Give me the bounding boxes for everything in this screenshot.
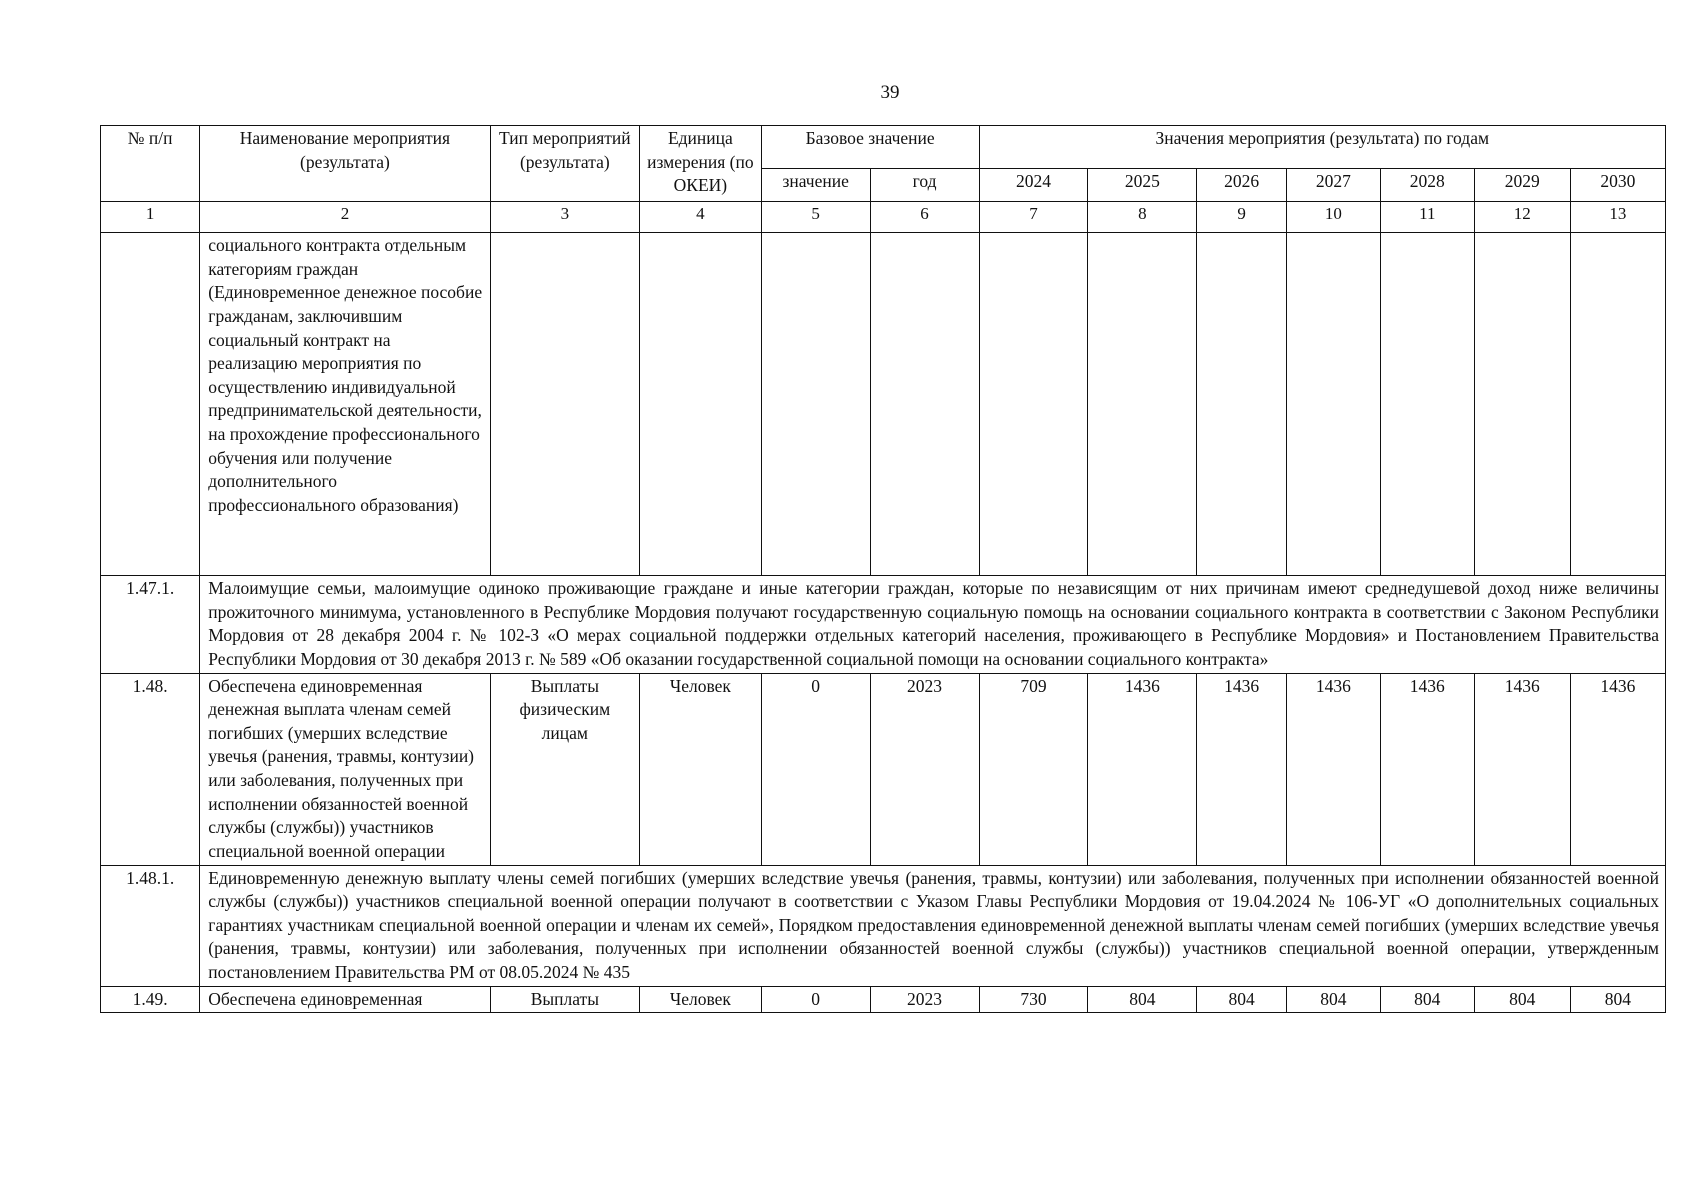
row-base-value: 0 xyxy=(761,986,870,1013)
column-number: 10 xyxy=(1286,202,1380,233)
row-no: 1.48. xyxy=(101,673,200,865)
row-name: Обеспечена единовременная денежная выплата членам семей погибших (умерших вследствие увечья (ранения, травмы, контузии) или заболевания, полученных при исполнении обязанностей военной службы (службы)) участников специальной военной операции xyxy=(200,673,490,865)
column-number: 13 xyxy=(1570,202,1665,233)
header-year-2026: 2026 xyxy=(1197,169,1287,202)
row-value xyxy=(979,233,1088,576)
row-unit xyxy=(640,233,762,576)
column-number: 9 xyxy=(1197,202,1287,233)
row-type: Выплаты xyxy=(490,986,639,1013)
header-type: Тип мероприятий (результата) xyxy=(490,126,639,202)
row-value xyxy=(1570,233,1665,576)
indicators-table xyxy=(100,125,1666,1013)
row-value: 1436 xyxy=(1380,673,1474,865)
row-value: 730 xyxy=(979,986,1088,1013)
row-value: 1436 xyxy=(1570,673,1665,865)
header-year-2027: 2027 xyxy=(1286,169,1380,202)
row-value: 1436 xyxy=(1286,673,1380,865)
row-value: 804 xyxy=(1380,986,1474,1013)
header-name: Наименование мероприятия (результата) xyxy=(200,126,490,202)
row-value: 804 xyxy=(1197,986,1287,1013)
row-value xyxy=(1197,233,1287,576)
row-name: социального контракта отдельным категориям граждан (Единовременное денежное пособие гражданам, заключившим социальный контракт на реализацию мероприятия по осуществлению индивидуальной предпринимательской деятельности, на прохождение профессионального обучения или получение дополнительного профессионального образования) xyxy=(200,233,490,576)
column-number: 11 xyxy=(1380,202,1474,233)
header-base-year: год xyxy=(870,169,979,202)
header-unit: Единица измерения (по ОКЕИ) xyxy=(640,126,762,202)
row-value: 1436 xyxy=(1088,673,1197,865)
row-unit: Человек xyxy=(640,986,762,1013)
page-number: 39 xyxy=(880,82,900,103)
row-value: 804 xyxy=(1088,986,1197,1013)
row-note: Малоимущие семьи, малоимущие одиноко проживающие граждане и иные категории граждан, которые по независящим от них причинам имеют среднедушевой доход ниже величины прожиточного минимума, установленного в Республике Мордовия получают государственную социальную помощь на основании социального контракта в соответствии с Законом Республики Мордовия от 28 декабря 2004 г. № 102-З «О мерах социальной поддержки отдельных категорий населения, проживающего в Республике Мордовия» и Постановлением Правительства Республики Мордовия от 30 декабря 2013 г. № 589 «Об оказании государственной социальной помощи на основании социального контракта» xyxy=(200,576,1666,674)
header-years-group: Значения мероприятия (результата) по годам xyxy=(979,126,1666,169)
table-row xyxy=(101,986,1666,1013)
column-number: 2 xyxy=(200,202,490,233)
row-no: 1.49. xyxy=(101,986,200,1013)
row-no xyxy=(101,233,200,576)
row-note: Единовременную денежную выплату члены семей погибших (умерших вследствие увечья (ранения, травмы, контузии) или заболевания, полученных при исполнении обязанностей военной службы (службы)) участников специальной военной операции получают в соответствии с Указом Главы Республики Мордовия от 19.04.2024 № 106-УГ «О дополнительных социальных гарантиях участникам специальной военной операции и членам их семей», Порядком предоставления единовременной денежной выплаты членам семей погибших (умерших вследствие увечья (ранения, травмы, контузии) или заболевания, полученных при исполнении обязанностей военной службы (службы)) участников специальной военной операции, утвержденным постановлением Правительства РМ от 08.05.2024 № 435 xyxy=(200,865,1666,986)
table-row xyxy=(101,233,1666,576)
table-row xyxy=(101,673,1666,865)
row-value: 804 xyxy=(1474,986,1570,1013)
header-year-2030: 2030 xyxy=(1570,169,1665,202)
header-year-2024: 2024 xyxy=(979,169,1088,202)
row-type: Выплаты физическим лицам xyxy=(490,673,639,865)
column-number: 1 xyxy=(101,202,200,233)
row-name: Обеспечена единовременная xyxy=(200,986,490,1013)
column-number: 7 xyxy=(979,202,1088,233)
column-number: 6 xyxy=(870,202,979,233)
column-number: 3 xyxy=(490,202,639,233)
row-value xyxy=(1474,233,1570,576)
row-value: 709 xyxy=(979,673,1088,865)
header-base-value: значение xyxy=(761,169,870,202)
column-number: 5 xyxy=(761,202,870,233)
table-row xyxy=(101,865,1666,986)
row-base-value xyxy=(761,233,870,576)
row-base-value: 0 xyxy=(761,673,870,865)
row-value: 1436 xyxy=(1474,673,1570,865)
header-base: Базовое значение xyxy=(761,126,979,169)
row-no: 1.48.1. xyxy=(101,865,200,986)
header-row-1 xyxy=(101,126,1666,169)
header-year-2028: 2028 xyxy=(1380,169,1474,202)
column-numbers-row xyxy=(101,202,1666,233)
header-year-2029: 2029 xyxy=(1474,169,1570,202)
row-type xyxy=(490,233,639,576)
row-base-year: 2023 xyxy=(870,986,979,1013)
row-value xyxy=(1286,233,1380,576)
row-value: 1436 xyxy=(1197,673,1287,865)
row-value: 804 xyxy=(1570,986,1665,1013)
table-row xyxy=(101,576,1666,674)
row-value xyxy=(1380,233,1474,576)
column-number: 12 xyxy=(1474,202,1570,233)
row-value: 804 xyxy=(1286,986,1380,1013)
row-unit: Человек xyxy=(640,673,762,865)
header-year-2025: 2025 xyxy=(1088,169,1197,202)
header-no: № п/п xyxy=(101,126,200,202)
column-number: 8 xyxy=(1088,202,1197,233)
row-value xyxy=(1088,233,1197,576)
row-base-year xyxy=(870,233,979,576)
column-number: 4 xyxy=(640,202,762,233)
row-no: 1.47.1. xyxy=(101,576,200,674)
row-base-year: 2023 xyxy=(870,673,979,865)
